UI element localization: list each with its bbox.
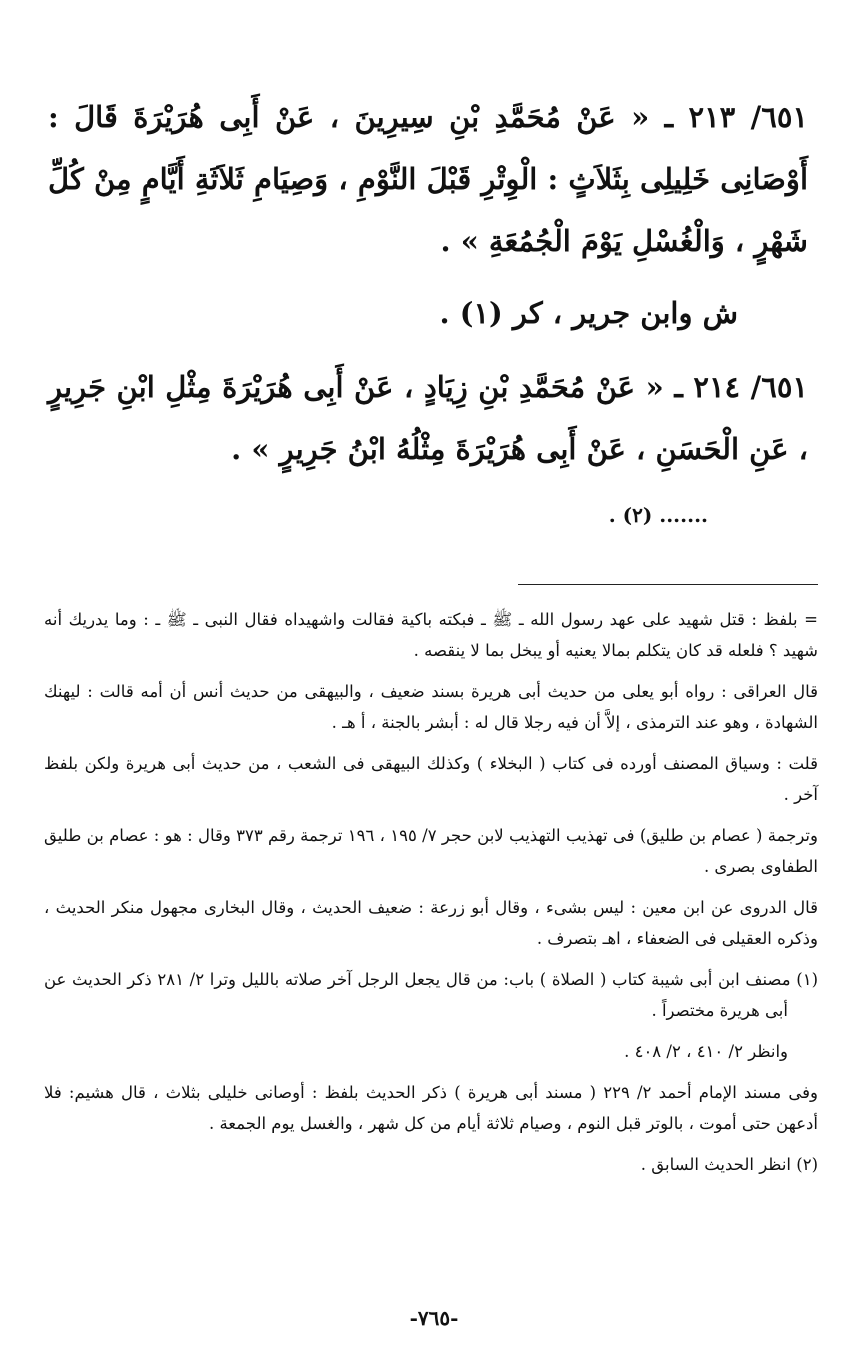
page-number: -٧٦٥- <box>409 1306 459 1330</box>
footnote-qultu: قلت : وسياق المصنف أورده فى كتاب ( البخلاء ) وكذلك البيهقى فى الشعب ، من حديث أبى هريرة ولكن بلفظ آخر . <box>44 754 818 804</box>
footnote-continuation: = بلفظ : قتل شهيد على عهد رسول الله ـ ﷺ ـ فبكته باكية فقالت واشهيداه فقال النبى ـ ﷺ ـ : وما يدريك أنه شهيد ؟ فلعله قد كان يتكلم بمالا يعنيه أو يبخل بما لا ينقصه . <box>44 610 818 660</box>
footnote-durawi: قال الدروى عن ابن معين : ليس بشىء ، وقال أبو زرعة : ضعيف الحديث ، وقال البخارى مجهول منكر الحديث ، وذكره العقيلى فى الضعفاء ، اهـ بتصرف . <box>44 898 818 948</box>
footnote-1-musnad: وفى مسند الإمام أحمد ٢/ ٢٢٩ ( مسند أبى هريرة ) ذكر الحديث بلفظ : أوصانى خليلى بثلاث ، قال هشيم: فلا أدعهن حتى أموت ، بالوتر قبل النوم ، وصيام ثلاثة أيام من كل شهر ، والغسل يوم الجمعة . <box>44 1083 818 1133</box>
footnote-2: (٢) انظر الحديث السابق . <box>640 1155 818 1174</box>
hadith-213-source: ش وابن جرير ، كر (١) . <box>439 296 738 330</box>
footnote-separator <box>518 584 818 585</box>
footnote-tarjama: وترجمة ( عصام بن طليق) فى تهذيب التهذيب لابن حجر ٧/ ١٩٥ ، ١٩٦ ترجمة رقم ٣٧٣ وقال : هو : عصام بن طليق الطفاوى بصرى . <box>44 826 818 876</box>
footnote-1: (١) مصنف ابن أبى شيبة كتاب ( الصلاة ) باب: من قال يجعل الرجل آخر صلاته بالليل وترا ٢/ ٢٨١ ذكر الحديث عن أبى هريرة مختصراً . <box>44 970 818 1020</box>
hadith-213: ٦٥١/ ٢١٣ ـ « عَنْ مُحَمَّدِ بْنِ سِيرِينَ ، عَنْ أَبِى هُرَيْرَةَ قَالَ : أَوْصَانِى خَلِيلِى بِثَلاَثٍ : الْوِتْرِ قَبْلَ النَّوْمِ ، وَصِيَامِ ثَلاَثَةِ أَيَّامٍ مِنْ كُلِّ شَهْرٍ ، وَالْغُسْلِ يَوْمَ الْجُمُعَةِ » . <box>48 100 808 258</box>
footnotes <box>44 604 818 1180</box>
hadith-214: ٦٥١/ ٢١٤ ـ « عَنْ مُحَمَّدِ بْنِ زِيَادٍ ، عَنْ أَبِى هُرَيْرَةَ مِثْلِ ابْنِ جَرِيرٍ ، عَنِ الْحَسَنِ ، عَنْ أَبِى هُرَيْرَةَ مِثْلُهُ ابْنُ جَرِيرٍ » . <box>48 370 808 466</box>
footnote-iraqi: قال العراقى : رواه أبو يعلى من حديث أبى هريرة بسند ضعيف ، والبيهقى من حديث أنس أن أمه قالت : ليهنك الشهادة ، وهو عند الترمذى ، إلاَّ أن فيه رجلا قال له : أبشر بالجنة ، أ هـ . <box>44 682 818 732</box>
main-text <box>48 86 808 540</box>
footnote-1-see-also: وانظر ٢/ ٤١٠ ، ٢/ ٤٠٨ . <box>624 1042 788 1061</box>
hadith-214-source: ....... (٢) . <box>608 503 708 527</box>
